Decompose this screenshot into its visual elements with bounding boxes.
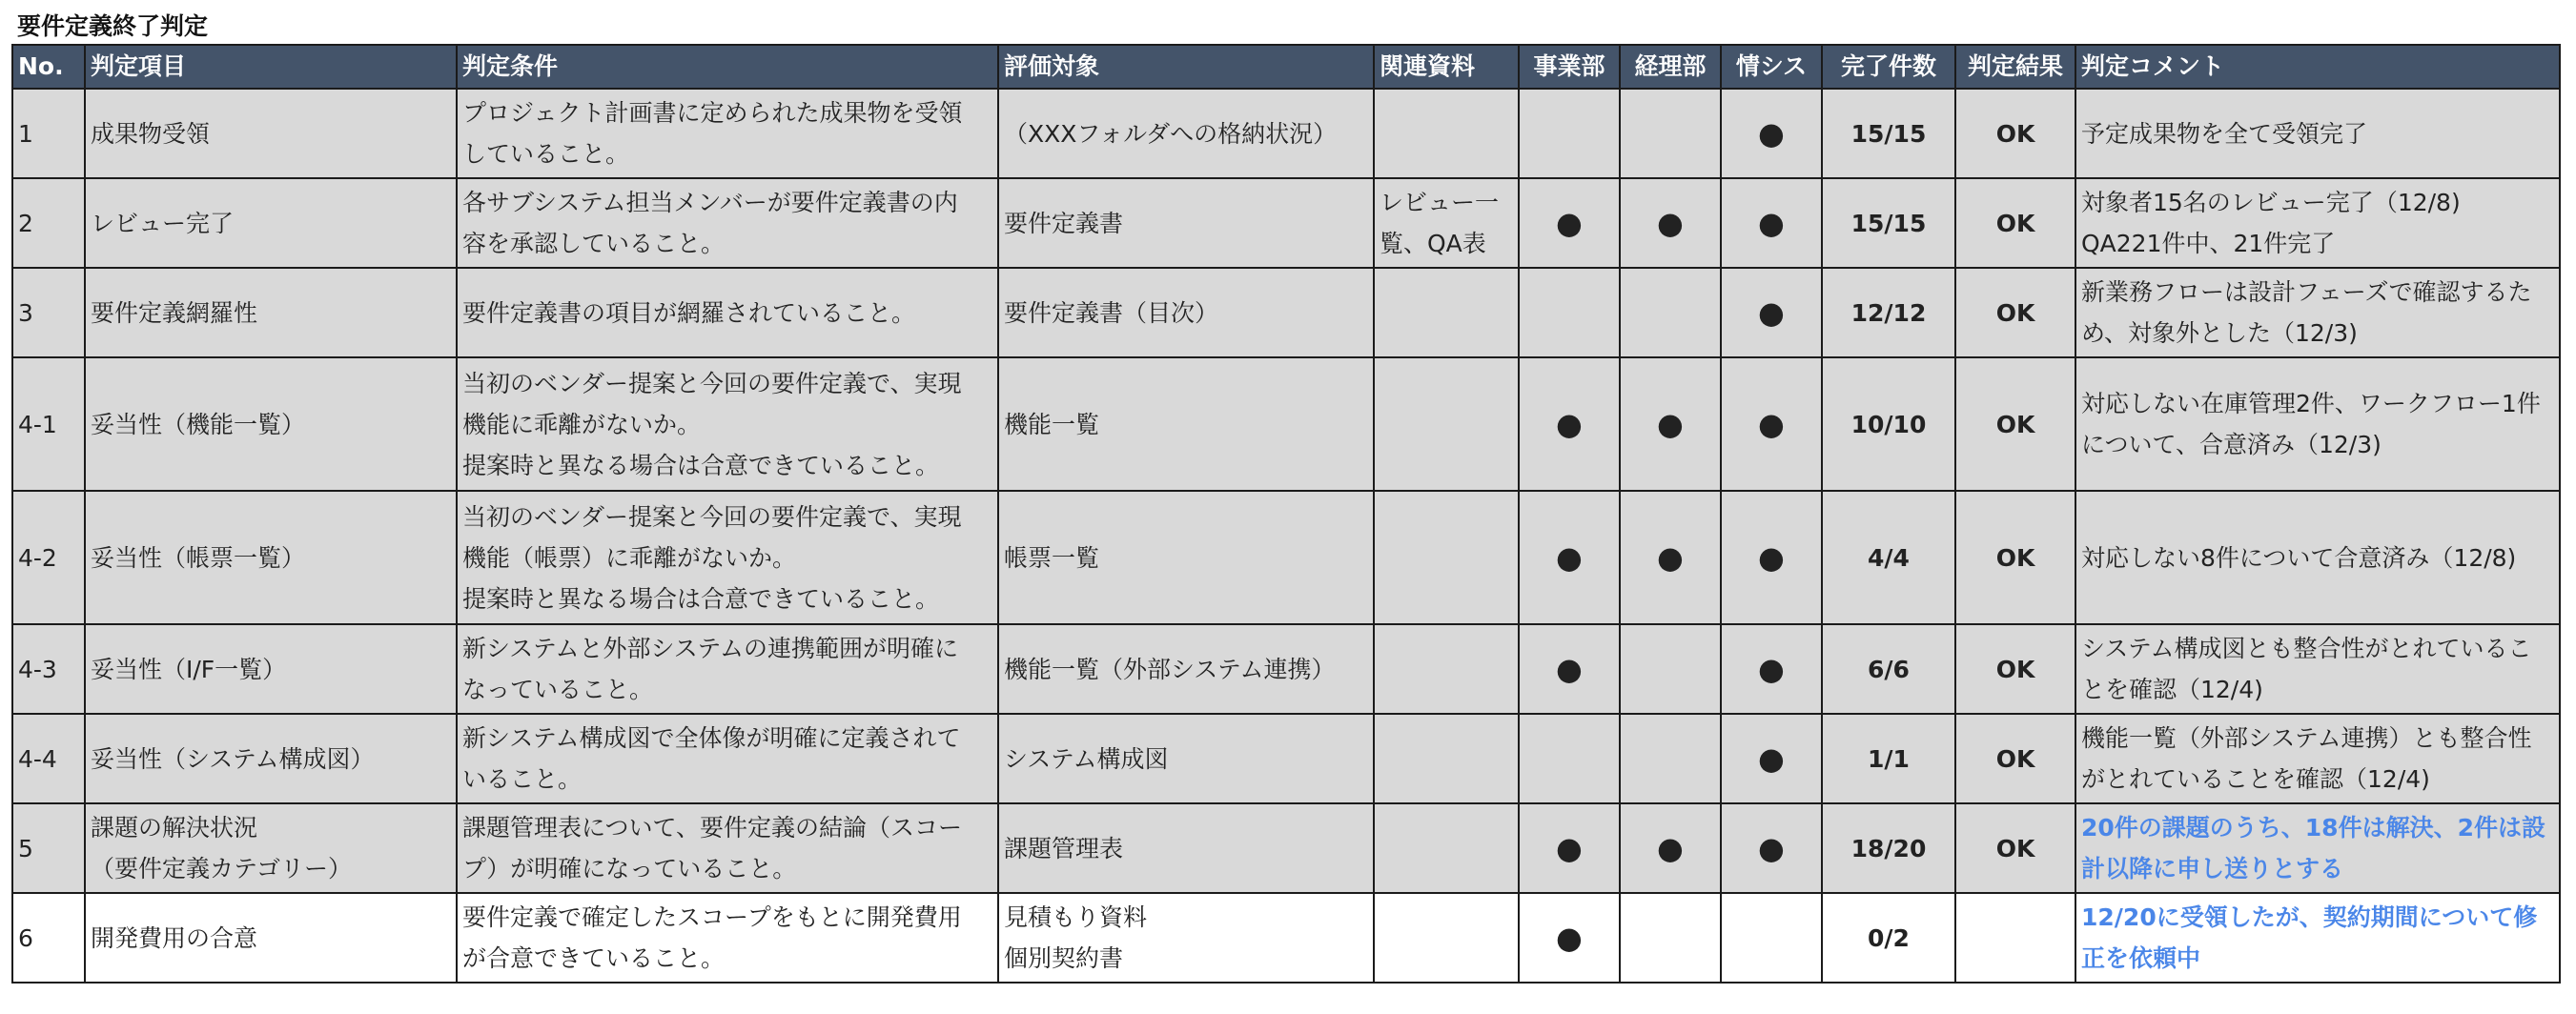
row-result: OK [1955,89,2075,178]
row-condition [457,268,998,357]
condition-line: していること。 [462,140,630,168]
mark-jigyobu [1519,268,1620,357]
target-line: 帳票一覧 [1004,543,1100,572]
mark-joshisu [1721,893,1822,983]
row-target [998,893,1374,983]
comment-line: 計以降に申し送りとする [2081,855,2344,882]
table-row [12,491,2560,624]
row-count: 10/10 [1822,357,1955,491]
condition-line: いること。 [462,765,583,793]
item-line: 妥当性（帳票一覧） [91,543,306,572]
item-line: 課題の解決状況 [91,814,258,842]
row-condition [457,178,998,268]
row-no: 4-2 [12,491,85,624]
row-comment [2075,268,2560,357]
mark-jigyobu [1519,714,1620,803]
comment-line: 機能一覧（外部システム連携）とも整合性 [2081,724,2532,752]
target-line: 機能一覧（外部システム連携） [1004,655,1336,683]
header-count: 完了件数 [1822,45,1955,89]
header-item: 判定項目 [85,45,457,89]
row-condition [457,624,998,714]
header-docs: 関連資料 [1374,45,1519,89]
condition-line: 当初のベンダー提案と今回の要件定義で、実現 [462,502,962,531]
item-line: レビュー完了 [91,209,235,237]
row-target [998,268,1374,357]
row-count: 18/20 [1822,803,1955,893]
condition-line: 当初のベンダー提案と今回の要件定義で、実現 [462,369,962,397]
condition-line: 提案時と異なる場合は合意できていること。 [462,451,940,479]
row-result: OK [1955,178,2075,268]
comment-line: 新業務フローは設計フェーズで確認するた [2081,278,2532,306]
target-line: （XXXフォルダへの格納状況） [1004,119,1338,148]
header-condition: 判定条件 [457,45,998,89]
header-jigyobu: 事業部 [1519,45,1620,89]
row-target [998,357,1374,491]
row-no: 4-4 [12,714,85,803]
table-row [12,89,2560,178]
row-docs [1374,178,1519,268]
condition-line: 機能に乖離がないか。 [462,410,702,438]
row-no: 3 [12,268,85,357]
mark-jigyobu: ● [1519,803,1620,893]
header-comment: 判定コメント [2075,45,2560,89]
row-comment [2075,624,2560,714]
comment-line: 対応しない在庫管理2件、ワークフロー1件 [2081,390,2541,417]
row-condition [457,491,998,624]
row-condition [457,893,998,983]
row-comment [2075,803,2560,893]
row-count: 4/4 [1822,491,1955,624]
row-count: 15/15 [1822,178,1955,268]
row-target [998,178,1374,268]
table-row [12,624,2560,714]
row-comment [2075,893,2560,983]
header-target: 評価対象 [998,45,1374,89]
condition-line: 機能（帳票）に乖離がないか。 [462,543,797,572]
mark-keiribu [1620,268,1721,357]
mark-joshisu: ● [1721,624,1822,714]
comment-line: について、合意済み（12/3) [2081,431,2382,458]
row-condition [457,714,998,803]
condition-line: 新システムと外部システムの連携範囲が明確に [462,635,959,662]
row-docs [1374,624,1519,714]
row-item [85,803,457,893]
target-line: 要件定義書（目次） [1004,298,1219,327]
target-line: 機能一覧 [1004,410,1100,438]
condition-line: 各サブシステム担当メンバーが要件定義書の内 [462,189,958,216]
row-docs [1374,89,1519,178]
condition-line: なっていること。 [462,676,654,703]
header-keiribu: 経理部 [1620,45,1721,89]
item-line: 妥当性（機能一覧） [91,410,306,438]
mark-joshisu: ● [1721,357,1822,491]
item-line: （要件定義カテゴリー） [91,855,353,882]
target-line: 課題管理表 [1004,834,1124,862]
row-no: 1 [12,89,85,178]
row-result [1955,893,2075,983]
judgement-table [11,44,2561,984]
row-target [998,803,1374,893]
condition-line: プロジェクト計画書に定められた成果物を受領 [462,99,963,127]
comment-line: QA221件中、21件完了 [2081,230,2336,257]
comment-line: 12/20に受領したが、契約期間について修 [2081,903,2538,931]
mark-jigyobu: ● [1519,178,1620,268]
row-docs [1374,357,1519,491]
mark-joshisu: ● [1721,491,1822,624]
mark-keiribu [1620,89,1721,178]
header-joshisu: 情シス [1721,45,1822,89]
docs-line: レビュー一 [1380,189,1500,216]
docs-line: 覧、QA表 [1380,230,1486,257]
comment-line: 対象者15名のレビュー完了（12/8) [2081,189,2461,216]
table-row [12,893,2560,983]
mark-jigyobu: ● [1519,624,1620,714]
row-count: 6/6 [1822,624,1955,714]
item-line: 妥当性（I/F一覧） [91,655,287,683]
header-row [12,45,2560,89]
mark-jigyobu: ● [1519,357,1620,491]
row-result: OK [1955,491,2075,624]
row-count: 15/15 [1822,89,1955,178]
mark-joshisu: ● [1721,714,1822,803]
comment-line: 予定成果物を全て受領完了 [2081,119,2368,148]
row-target [998,89,1374,178]
row-comment [2075,714,2560,803]
row-count: 12/12 [1822,268,1955,357]
row-condition [457,357,998,491]
header-result: 判定結果 [1955,45,2075,89]
condition-line: 新システム構成図で全体像が明確に定義されて [462,724,961,752]
row-count: 1/1 [1822,714,1955,803]
row-result: OK [1955,803,2075,893]
row-result: OK [1955,268,2075,357]
row-result: OK [1955,624,2075,714]
mark-joshisu: ● [1721,803,1822,893]
row-no: 4-3 [12,624,85,714]
mark-keiribu: ● [1620,491,1721,624]
row-item [85,357,457,491]
comment-line: 20件の課題のうち、18件は解決、2件は設 [2081,814,2545,842]
item-line: 要件定義網羅性 [91,298,258,327]
condition-line: 課題管理表について、要件定義の結論（スコー [462,814,963,842]
row-comment [2075,178,2560,268]
mark-joshisu: ● [1721,268,1822,357]
table-row [12,178,2560,268]
row-docs [1374,803,1519,893]
target-line: 見積もり資料 [1004,903,1148,931]
mark-jigyobu: ● [1519,491,1620,624]
item-line: 成果物受領 [91,119,211,148]
table-row [12,268,2560,357]
row-docs [1374,491,1519,624]
row-no: 5 [12,803,85,893]
mark-keiribu [1620,893,1721,983]
row-no: 6 [12,893,85,983]
comment-line: がとれていることを確認（12/4) [2081,765,2430,793]
row-target [998,714,1374,803]
row-target [998,491,1374,624]
row-comment [2075,357,2560,491]
mark-keiribu: ● [1620,803,1721,893]
mark-keiribu: ● [1620,357,1721,491]
row-no: 2 [12,178,85,268]
row-result: OK [1955,357,2075,491]
row-comment [2075,491,2560,624]
comment-line: とを確認（12/4) [2081,676,2263,703]
comment-line: システム構成図とも整合性がとれているこ [2081,635,2532,662]
item-line: 妥当性（システム構成図） [91,744,375,773]
row-docs [1374,714,1519,803]
row-result: OK [1955,714,2075,803]
row-target [998,624,1374,714]
row-item [85,624,457,714]
target-line: 個別契約書 [1004,944,1124,972]
condition-line: プ）が明確になっていること。 [462,855,797,882]
condition-line: 提案時と異なる場合は合意できていること。 [462,584,940,613]
comment-line: 正を依頼中 [2081,944,2201,972]
row-comment [2075,89,2560,178]
mark-keiribu [1620,624,1721,714]
table-row [12,803,2560,893]
mark-joshisu: ● [1721,178,1822,268]
row-item [85,893,457,983]
row-item [85,178,457,268]
mark-jigyobu: ● [1519,893,1620,983]
row-item [85,714,457,803]
row-condition [457,89,998,178]
condition-line: 容を承認していること。 [462,230,726,257]
row-docs [1374,893,1519,983]
header-no: No. [12,45,85,89]
target-line: システム構成図 [1004,744,1169,773]
target-line: 要件定義書 [1004,209,1124,237]
row-docs [1374,268,1519,357]
row-item [85,491,457,624]
row-item [85,89,457,178]
row-item [85,268,457,357]
comment-line: 対応しない8件について合意済み（12/8) [2081,543,2517,572]
item-line: 開発費用の合意 [91,923,258,952]
mark-joshisu: ● [1721,89,1822,178]
condition-line: 要件定義で確定したスコープをもとに開発費用 [462,903,962,931]
condition-line: 要件定義書の項目が網羅されていること。 [462,298,916,327]
mark-keiribu [1620,714,1721,803]
table-row [12,714,2560,803]
row-count: 0/2 [1822,893,1955,983]
sheet-title: 要件定義終了判定 [17,12,209,40]
mark-jigyobu [1519,89,1620,178]
condition-line: が合意できていること。 [462,944,726,972]
row-condition [457,803,998,893]
table-row [12,357,2560,491]
mark-keiribu: ● [1620,178,1721,268]
row-no: 4-1 [12,357,85,491]
comment-line: め、対象外とした（12/3) [2081,319,2358,347]
